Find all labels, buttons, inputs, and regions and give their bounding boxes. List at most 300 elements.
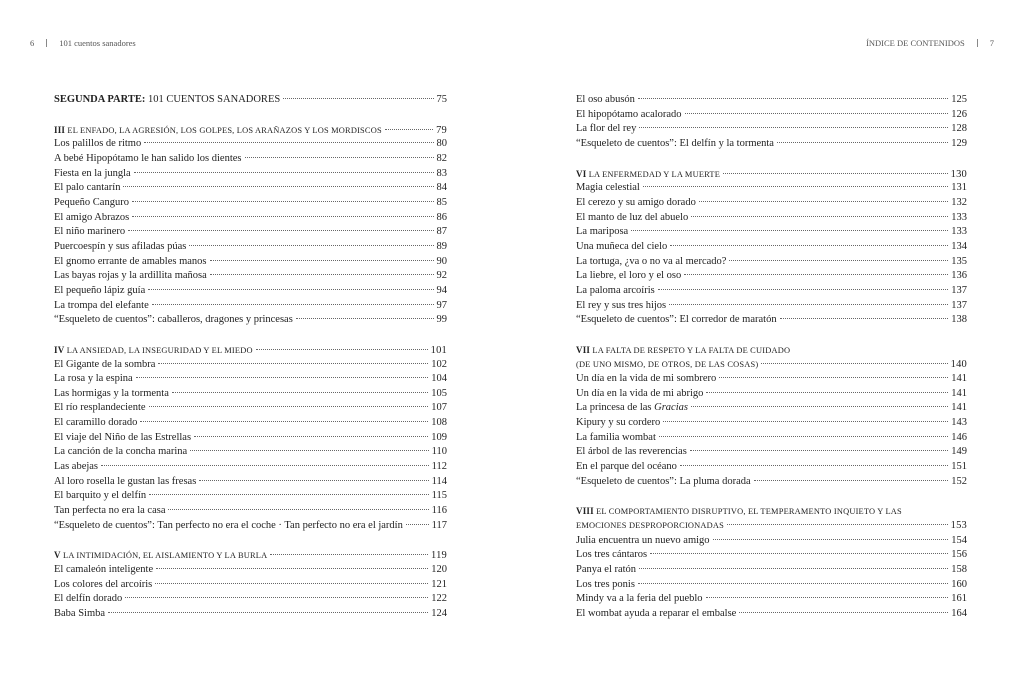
leader-dots bbox=[190, 450, 428, 451]
leader-dots bbox=[270, 554, 428, 555]
toc-entry[interactable] bbox=[576, 108, 967, 123]
section-number: III bbox=[54, 124, 66, 135]
leader-dots bbox=[101, 465, 429, 466]
entry-title-prefix: La princesa de las bbox=[576, 402, 655, 414]
entry-title: A bebé Hipopótamo le han salido los dientes bbox=[54, 152, 242, 164]
entry-page-number: 120 bbox=[431, 564, 447, 576]
toc-entry[interactable] bbox=[54, 358, 447, 373]
entry-page-number: 83 bbox=[436, 167, 447, 179]
entry-page-number: 87 bbox=[436, 226, 447, 238]
leader-dots bbox=[670, 245, 948, 246]
leader-dots bbox=[699, 201, 948, 202]
section-heading[interactable] bbox=[54, 123, 447, 138]
entry-title: “Esqueleto de cuentos”: Tan perfecto no era el coche · Tan perfecto no era el jardín bbox=[54, 519, 403, 531]
toc-section bbox=[576, 167, 967, 328]
toc-entry[interactable] bbox=[54, 196, 447, 211]
leader-dots bbox=[108, 612, 428, 613]
leader-dots bbox=[210, 274, 434, 275]
section-title: EL ENFADO, LA AGRESIÓN, LOS GOLPES, LOS ARAÑAZOS Y LOS MORDISCOS bbox=[67, 125, 382, 135]
toc-entry[interactable] bbox=[576, 431, 967, 446]
leader-dots bbox=[638, 98, 948, 99]
toc-entry[interactable] bbox=[576, 578, 967, 593]
spacer bbox=[576, 489, 967, 504]
section-title-line2: EMOCIONES DESPROPORCIONADAS bbox=[576, 521, 725, 531]
leader-dots bbox=[149, 494, 428, 495]
entry-page-number: 143 bbox=[951, 417, 967, 429]
entry-title: La familia wombat bbox=[576, 431, 656, 443]
section-page-number: 79 bbox=[436, 124, 447, 136]
section-page-number: 119 bbox=[431, 550, 447, 562]
section-title: LA ENFERMEDAD Y LA MUERTE bbox=[588, 169, 721, 179]
entry-page-number: 121 bbox=[431, 578, 447, 590]
entry-title: La trompa del elefante bbox=[54, 299, 149, 311]
toc-entry[interactable] bbox=[54, 167, 447, 182]
toc-entry[interactable] bbox=[576, 211, 967, 226]
leader-dots bbox=[680, 465, 948, 466]
running-head-right bbox=[866, 38, 994, 48]
toc-entry[interactable] bbox=[576, 387, 967, 402]
leader-dots bbox=[713, 539, 949, 540]
toc-entry[interactable] bbox=[576, 122, 967, 137]
entry-page-number: 90 bbox=[436, 255, 447, 267]
spacer bbox=[576, 328, 967, 343]
entry-title: Los tres cántaros bbox=[576, 549, 648, 561]
section-heading-label bbox=[54, 123, 382, 139]
entry-title: Panya el ratón bbox=[576, 564, 637, 576]
entry-title: “Esqueleto de cuentos”: La pluma dorada bbox=[576, 475, 751, 487]
leader-dots bbox=[777, 142, 948, 143]
toc-entry[interactable] bbox=[54, 225, 447, 240]
entry-title: Puercoespín y sus afiladas púas bbox=[54, 240, 187, 252]
leader-dots bbox=[706, 597, 949, 598]
leader-dots bbox=[134, 172, 434, 173]
entry-page-number: 94 bbox=[436, 284, 447, 296]
leader-dots bbox=[140, 421, 428, 422]
entry-title: La flor del rey bbox=[576, 123, 637, 135]
part-label-rest: 101 CUENTOS SANADORES bbox=[147, 94, 281, 105]
entry-page-number: 92 bbox=[436, 270, 447, 282]
leader-dots bbox=[123, 186, 433, 187]
entry-title: El delfín dorado bbox=[54, 593, 123, 605]
entry-title bbox=[576, 401, 688, 416]
leader-dots bbox=[691, 406, 948, 407]
toc-entry[interactable] bbox=[54, 445, 447, 460]
entry-title: El viaje del Niño de las Estrellas bbox=[54, 431, 192, 443]
leader-dots bbox=[158, 363, 428, 364]
leader-dots bbox=[155, 583, 428, 584]
leader-dots bbox=[729, 260, 948, 261]
toc-entry[interactable] bbox=[54, 460, 447, 475]
section-heading-line2-row[interactable] bbox=[576, 519, 967, 534]
entry-page-number: 133 bbox=[951, 226, 967, 238]
entry-title: Fiesta en la jungla bbox=[54, 167, 131, 179]
part-page-number: 75 bbox=[436, 94, 447, 105]
leader-dots bbox=[144, 142, 433, 143]
toc-entry[interactable] bbox=[576, 475, 967, 490]
leader-dots bbox=[148, 289, 433, 290]
toc-entry[interactable] bbox=[576, 534, 967, 549]
entry-title: El árbol de las reverencias bbox=[576, 446, 687, 458]
section-number: VIII bbox=[576, 506, 594, 517]
entry-page-number: 89 bbox=[436, 240, 447, 252]
entry-page-number: 110 bbox=[431, 446, 447, 458]
toc-entry[interactable] bbox=[576, 93, 967, 108]
running-head-left bbox=[30, 38, 136, 48]
entry-page-number: 158 bbox=[951, 564, 967, 576]
toc-entry[interactable] bbox=[576, 255, 967, 270]
entry-page-number: 114 bbox=[431, 475, 447, 487]
leader-dots bbox=[754, 480, 949, 481]
toc-entry[interactable] bbox=[54, 416, 447, 431]
entry-title: El palo cantarín bbox=[54, 182, 121, 194]
entry-title: Baba Simba bbox=[54, 608, 106, 619]
entry-title: Pequeño Canguro bbox=[54, 196, 129, 208]
entry-title: El cerezo y su amigo dorado bbox=[576, 196, 696, 208]
section-number: VI bbox=[576, 168, 587, 179]
toc-entry[interactable] bbox=[576, 196, 967, 211]
entry-page-number: 117 bbox=[431, 519, 447, 531]
toc-entry[interactable] bbox=[576, 269, 967, 284]
entry-title: El gnomo errante de amables manos bbox=[54, 255, 207, 267]
section-heading[interactable] bbox=[576, 343, 967, 358]
right-page-number: 7 bbox=[989, 38, 994, 48]
toc-entry[interactable] bbox=[576, 313, 967, 328]
entry-title: Julia encuentra un nuevo amigo bbox=[576, 534, 710, 546]
entry-title: El río resplandeciente bbox=[54, 402, 146, 414]
section-number: IV bbox=[54, 344, 65, 355]
entry-page-number: 164 bbox=[951, 608, 967, 619]
entry-title: Un día en la vida de mi abrigo bbox=[576, 387, 704, 399]
entry-title: Kipury y su cordero bbox=[576, 417, 661, 429]
section-heading-line1 bbox=[576, 343, 790, 359]
entry-title: “Esqueleto de cuentos”: El delfín y la tormenta bbox=[576, 137, 774, 149]
entry-page-number: 141 bbox=[951, 402, 967, 414]
toc-entry[interactable] bbox=[576, 416, 967, 431]
toc-section bbox=[54, 123, 447, 328]
part-label-bold: SEGUNDA PARTE: bbox=[54, 94, 146, 105]
entry-title: El caramillo dorado bbox=[54, 417, 138, 429]
entry-title: El manto de luz del abuelo bbox=[576, 211, 689, 223]
entry-page-number: 122 bbox=[431, 593, 447, 605]
spacer bbox=[54, 108, 447, 123]
leader-dots bbox=[296, 318, 434, 319]
toc-entry[interactable] bbox=[54, 284, 447, 299]
entry-page-number: 129 bbox=[951, 137, 967, 149]
leader-dots bbox=[690, 450, 948, 451]
entry-title: El Gigante de la sombra bbox=[54, 358, 156, 370]
entry-title: “Esqueleto de cuentos”: caballeros, dragones y princesas bbox=[54, 314, 293, 326]
entry-title: Mindy va a la feria del pueblo bbox=[576, 593, 703, 605]
entry-title: Una muñeca del cielo bbox=[576, 240, 668, 252]
entry-title: El hipopótamo acalorado bbox=[576, 108, 682, 120]
toc-entry[interactable] bbox=[576, 284, 967, 299]
entry-page-number: 135 bbox=[951, 255, 967, 267]
entry-page-number: 149 bbox=[951, 446, 967, 458]
entry-page-number: 128 bbox=[951, 123, 967, 135]
entry-page-number: 84 bbox=[436, 182, 447, 194]
toc-entry[interactable] bbox=[54, 489, 447, 504]
leader-dots bbox=[691, 216, 948, 217]
leader-dots bbox=[256, 349, 428, 350]
toc-entry[interactable] bbox=[54, 211, 447, 226]
leader-dots bbox=[125, 597, 428, 598]
leader-dots bbox=[739, 612, 948, 613]
toc-section bbox=[576, 504, 967, 621]
entry-title: El rey y sus tres hijos bbox=[576, 299, 667, 311]
entry-title: Las hormigas y la tormenta bbox=[54, 387, 169, 399]
entry-page-number: 97 bbox=[436, 299, 447, 311]
section-title: LA INTIMIDACIÓN, EL AISLAMIENTO Y LA BURLA bbox=[63, 551, 268, 561]
entry-page-number: 116 bbox=[431, 505, 447, 517]
right-intro-entries bbox=[576, 93, 967, 152]
section-page-number: 130 bbox=[950, 168, 967, 180]
entry-page-number: 137 bbox=[951, 299, 967, 311]
toc-entry[interactable] bbox=[54, 269, 447, 284]
entry-title: La mariposa bbox=[576, 226, 629, 238]
entry-page-number: 105 bbox=[431, 387, 447, 399]
section-page-number: 140 bbox=[950, 358, 967, 370]
toc-left-column bbox=[54, 93, 447, 622]
toc-entry[interactable] bbox=[54, 578, 447, 593]
section-number: V bbox=[54, 550, 61, 561]
section-heading-label bbox=[54, 343, 253, 359]
toc-entry[interactable] bbox=[576, 372, 967, 387]
leader-dots bbox=[639, 127, 948, 128]
entry-title-italic: Gracias bbox=[654, 402, 688, 414]
toc-entry[interactable] bbox=[576, 607, 967, 622]
entry-page-number: 141 bbox=[951, 373, 967, 385]
entry-title: Al loro rosella le gustan las fresas bbox=[54, 475, 197, 487]
leader-dots bbox=[132, 201, 434, 202]
leader-dots bbox=[245, 157, 434, 158]
entry-page-number: 86 bbox=[436, 211, 447, 223]
leader-dots bbox=[780, 318, 949, 319]
toc-entry[interactable] bbox=[576, 401, 967, 416]
toc-entry[interactable] bbox=[54, 504, 447, 519]
entry-page-number: 125 bbox=[951, 94, 967, 105]
leader-dots bbox=[639, 568, 948, 569]
leader-dots bbox=[172, 392, 428, 393]
leader-dots bbox=[685, 113, 949, 114]
section-heading-label bbox=[54, 548, 267, 564]
toc-entry[interactable] bbox=[54, 152, 447, 167]
section-heading[interactable] bbox=[54, 548, 447, 563]
spacer bbox=[54, 328, 447, 343]
entry-title: La paloma arcoíris bbox=[576, 284, 655, 296]
entry-page-number: 132 bbox=[951, 196, 967, 208]
entry-title: “Esqueleto de cuentos”: El corredor de maratón bbox=[576, 314, 777, 326]
toc-entry[interactable] bbox=[54, 563, 447, 578]
entry-page-number: 82 bbox=[436, 152, 447, 164]
entry-title: Los tres ponis bbox=[576, 578, 635, 590]
toc-entry[interactable] bbox=[54, 431, 447, 446]
entry-page-number: 133 bbox=[951, 211, 967, 223]
entry-title: La rosa y la espina bbox=[54, 373, 133, 385]
leader-dots bbox=[385, 129, 433, 130]
entry-page-number: 80 bbox=[436, 138, 447, 150]
entry-title: En el parque del océano bbox=[576, 461, 677, 473]
leader-dots bbox=[669, 304, 948, 305]
entry-page-number: 115 bbox=[431, 490, 447, 502]
entry-title: El wombat ayuda a reparar el embalse bbox=[576, 608, 737, 619]
section-title: EL COMPORTAMIENTO DISRUPTIVO, EL TEMPERAMENTO INQUIETO Y LAS bbox=[596, 507, 902, 517]
leader-dots bbox=[631, 230, 948, 231]
section-heading[interactable] bbox=[576, 167, 967, 182]
section-page-number: 153 bbox=[950, 520, 967, 532]
leader-dots bbox=[149, 406, 429, 407]
entry-title: El oso abusón bbox=[576, 94, 635, 105]
leader-dots bbox=[406, 524, 429, 525]
section-heading[interactable] bbox=[54, 343, 447, 358]
toc-part-heading[interactable] bbox=[54, 93, 447, 108]
entry-page-number: 104 bbox=[431, 373, 447, 385]
entry-page-number: 151 bbox=[951, 461, 967, 473]
section-number: VII bbox=[576, 344, 591, 355]
entry-page-number: 134 bbox=[951, 240, 967, 252]
header-separator bbox=[46, 39, 47, 47]
leader-dots bbox=[152, 304, 434, 305]
spacer bbox=[54, 533, 447, 548]
leader-dots bbox=[638, 583, 948, 584]
leader-dots bbox=[156, 568, 428, 569]
leader-dots bbox=[194, 436, 428, 437]
toc-entry[interactable] bbox=[54, 255, 447, 270]
entry-title: El camaleón inteligente bbox=[54, 564, 154, 576]
entry-page-number: 141 bbox=[951, 387, 967, 399]
entry-page-number: 152 bbox=[951, 475, 967, 487]
section-page-number: 101 bbox=[430, 344, 447, 356]
leader-dots bbox=[727, 524, 948, 525]
leader-dots bbox=[136, 377, 429, 378]
left-page-number: 6 bbox=[30, 38, 35, 48]
section-heading-line1 bbox=[576, 504, 902, 520]
entry-page-number: 112 bbox=[431, 461, 447, 473]
toc-entry[interactable] bbox=[54, 592, 447, 607]
entry-title: El barquito y el delfín bbox=[54, 490, 147, 502]
toc-entry[interactable] bbox=[576, 240, 967, 255]
entry-page-number: 124 bbox=[431, 608, 447, 619]
toc-entry[interactable] bbox=[54, 387, 447, 402]
leader-dots bbox=[128, 230, 433, 231]
leader-dots bbox=[132, 216, 433, 217]
entry-title: La liebre, el loro y el oso bbox=[576, 270, 682, 282]
toc-entry[interactable] bbox=[54, 475, 447, 490]
leader-dots bbox=[650, 553, 948, 554]
leader-dots bbox=[210, 260, 434, 261]
entry-page-number: 109 bbox=[431, 431, 447, 443]
toc-entry[interactable] bbox=[54, 181, 447, 196]
leader-dots bbox=[723, 173, 948, 174]
leader-dots bbox=[168, 509, 428, 510]
toc-entry[interactable] bbox=[576, 445, 967, 460]
entry-title: El pequeño lápiz guía bbox=[54, 284, 146, 296]
toc-entry[interactable] bbox=[54, 137, 447, 152]
leader-dots bbox=[643, 186, 948, 187]
toc-entry[interactable] bbox=[576, 181, 967, 196]
leader-dots bbox=[659, 436, 948, 437]
section-heading-label bbox=[576, 167, 720, 183]
section-title-line2: (DE UNO MISMO, DE OTROS, DE LAS COSAS) bbox=[576, 359, 759, 369]
entry-page-number: 99 bbox=[436, 314, 447, 326]
entry-title: El niño marinero bbox=[54, 226, 126, 238]
toc-entry[interactable] bbox=[576, 137, 967, 152]
entry-page-number: 154 bbox=[951, 534, 967, 546]
section-title: LA FALTA DE RESPETO Y LA FALTA DE CUIDADO bbox=[592, 345, 791, 355]
leader-dots bbox=[189, 245, 433, 246]
entry-title: Los colores del arcoíris bbox=[54, 578, 153, 590]
entry-page-number: 136 bbox=[951, 270, 967, 282]
entry-page-number: 156 bbox=[951, 549, 967, 561]
toc-section bbox=[54, 343, 447, 534]
right-sections bbox=[576, 167, 967, 622]
toc-entry[interactable] bbox=[576, 592, 967, 607]
toc-section bbox=[54, 548, 447, 621]
toc-entry[interactable] bbox=[54, 372, 447, 387]
toc-entry[interactable] bbox=[576, 299, 967, 314]
entry-page-number: 85 bbox=[436, 196, 447, 208]
entry-page-number: 107 bbox=[431, 402, 447, 414]
toc-entry[interactable] bbox=[54, 313, 447, 328]
section-heading[interactable] bbox=[576, 504, 967, 519]
entry-page-number: 131 bbox=[951, 182, 967, 194]
leader-dots bbox=[283, 98, 433, 99]
toc-entry[interactable] bbox=[576, 563, 967, 578]
entry-title: Un día en la vida de mi sombrero bbox=[576, 373, 717, 385]
entry-title: El amigo Abrazos bbox=[54, 211, 130, 223]
leader-dots bbox=[706, 392, 948, 393]
toc-entry[interactable] bbox=[54, 607, 447, 622]
entry-title: Magia celestial bbox=[576, 182, 640, 194]
toc-entry[interactable] bbox=[54, 519, 447, 534]
entry-title: Los palillos de ritmo bbox=[54, 138, 142, 150]
spacer bbox=[576, 152, 967, 167]
entry-page-number: 138 bbox=[951, 314, 967, 326]
entry-page-number: 102 bbox=[431, 358, 447, 370]
entry-title: Tan perfecta no era la casa bbox=[54, 505, 166, 517]
leader-dots bbox=[663, 421, 948, 422]
toc-entry[interactable] bbox=[54, 401, 447, 416]
leader-dots bbox=[719, 377, 948, 378]
entry-page-number: 160 bbox=[951, 578, 967, 590]
entry-page-number: 161 bbox=[951, 593, 967, 605]
header-separator bbox=[977, 39, 978, 47]
entry-page-number: 146 bbox=[951, 431, 967, 443]
toc-entry[interactable] bbox=[54, 299, 447, 314]
entry-title: Las abejas bbox=[54, 461, 99, 473]
entry-page-number: 126 bbox=[951, 108, 967, 120]
leader-dots bbox=[761, 363, 947, 364]
section-heading-line2-row[interactable] bbox=[576, 358, 967, 373]
toc-entry[interactable] bbox=[576, 460, 967, 475]
toc-entry[interactable] bbox=[576, 548, 967, 563]
left-book-title: 101 cuentos sanadores bbox=[59, 38, 136, 48]
right-section-title: ÍNDICE DE CONTENIDOS bbox=[866, 38, 965, 48]
toc-section bbox=[576, 343, 967, 490]
entry-page-number: 137 bbox=[951, 284, 967, 296]
entry-title: La canción de la concha marina bbox=[54, 446, 188, 458]
toc-entry[interactable] bbox=[576, 225, 967, 240]
leader-dots bbox=[684, 274, 948, 275]
left-sections bbox=[54, 123, 447, 622]
section-title: LA ANSIEDAD, LA INSEGURIDAD Y EL MIEDO bbox=[66, 345, 253, 355]
entry-page-number: 108 bbox=[431, 417, 447, 429]
leader-dots bbox=[199, 480, 428, 481]
toc-entry[interactable] bbox=[54, 240, 447, 255]
entry-title: La tortuga, ¿va o no va al mercado? bbox=[576, 255, 727, 267]
leader-dots bbox=[658, 289, 949, 290]
entry-title: Las bayas rojas y la ardillita mañosa bbox=[54, 270, 207, 282]
toc-right-column bbox=[576, 93, 967, 622]
